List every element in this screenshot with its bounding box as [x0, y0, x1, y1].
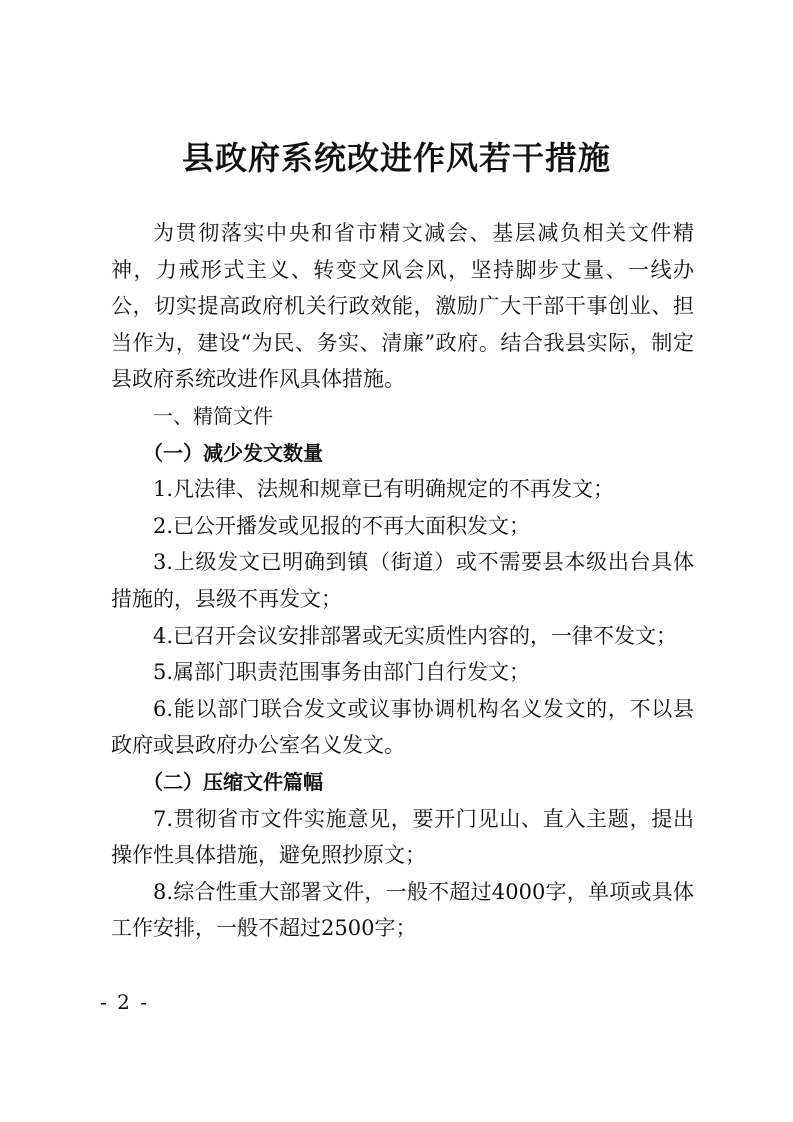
list-item: 5.属部门职责范围事务由部门自行发文；: [153, 660, 531, 685]
list-item: 7.贯彻省市文件实施意见，要开门见山、直入主题，提出操作性具体措施，避免照抄原文；: [111, 806, 694, 868]
list-item: 6.能以部门联合发文或议事协调机构名义发文的，不以县政府或县政府办公室名义发文。: [111, 696, 694, 758]
subsection-heading-compress-length: （二）压缩文件篇幅: [143, 769, 323, 794]
list-item: 8.综合性重大部署文件，一般不超过4000字，单项或具体工作安排，一般不超过2500字；: [111, 879, 694, 941]
subsection-heading-reduce-quantity: （一）减少发文数量: [143, 440, 323, 465]
list-item: 1.凡法律、法规和规章已有明确规定的不再发文；: [153, 477, 615, 502]
document-title: 县政府系统改进作风若干措施: [181, 139, 611, 177]
list-item: 2.已公开播发或见报的不再大面积发文；: [153, 513, 531, 538]
document-body: [111, 215, 694, 947]
list-item: 4.已召开会议安排部署或无实质性内容的，一律不发文；: [153, 623, 678, 648]
intro-paragraph: 为贯彻落实中央和省市精文减会、基层减负相关文件精神，力戒形式主义、转变文风会风，坚持脚步丈量、一线办公，切实提高政府机关行政效能，激励广大干部干事创业、担当作为，建设“为民、务实、清廉”政府。结合我县实际，制定县政府系统改进作风具体措施。: [111, 221, 694, 392]
list-item: 3.上级发文已明确到镇（街道）或不需要县本级出台具体措施的，县级不再发文；: [111, 550, 694, 611]
section-heading-streamline-documents: 一、精简文件: [153, 403, 273, 428]
page-number: - 2 -: [100, 990, 149, 1014]
